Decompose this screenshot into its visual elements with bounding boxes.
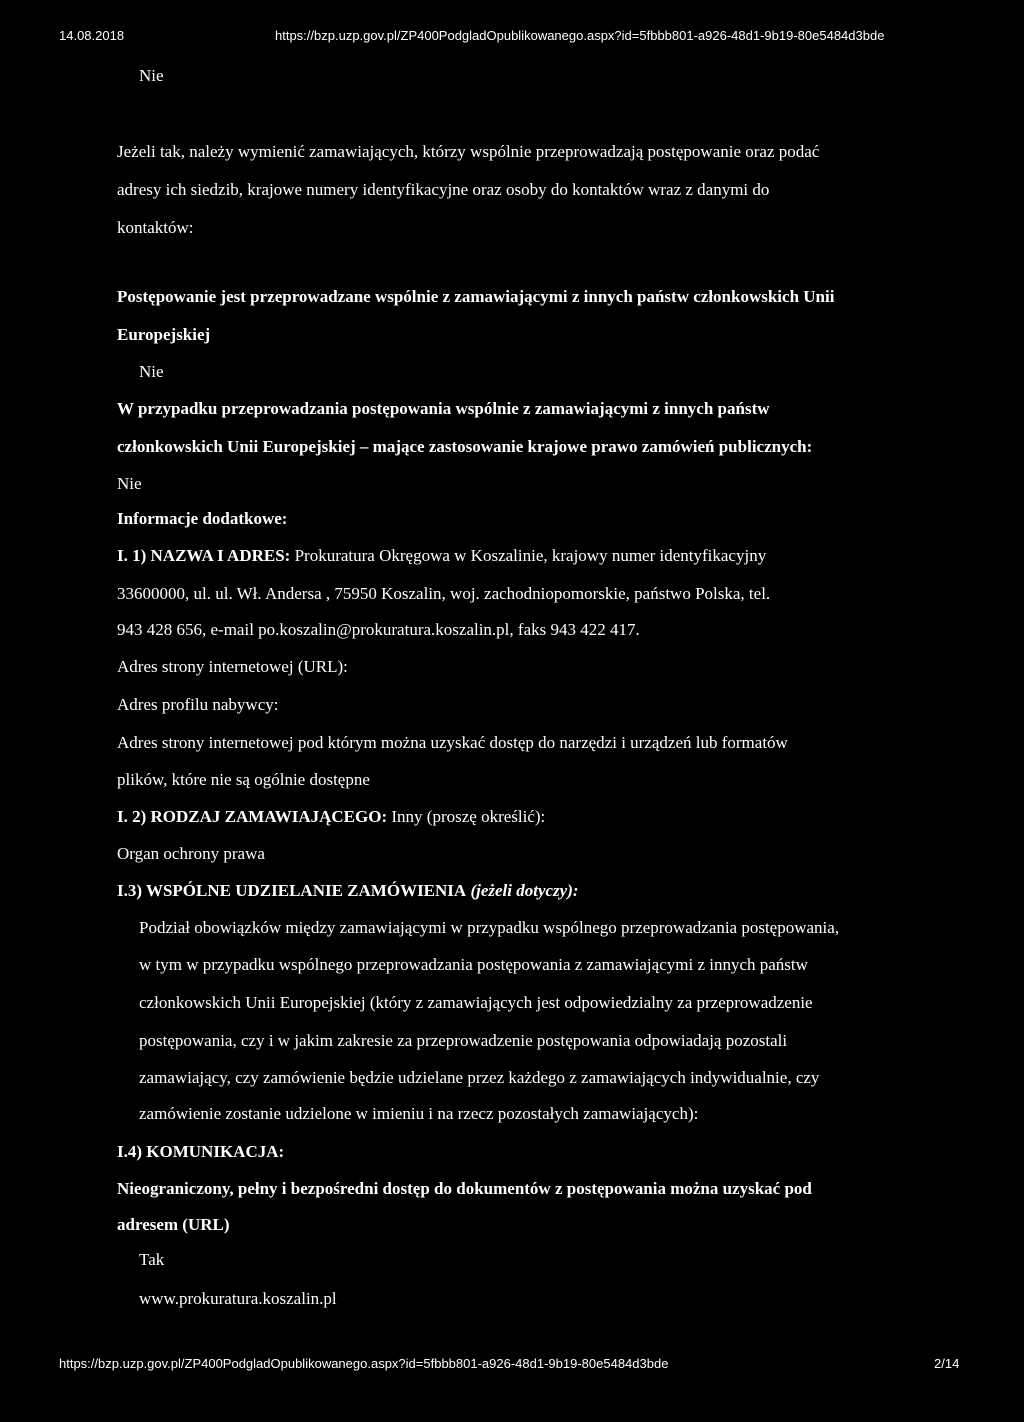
section-3-para4: postępowania, czy i w jakim zakresie za przeprowadzenie postępowania odpowiadają pozostali xyxy=(139,1031,788,1050)
tools-line2: plików, które nie są ogólnie dostępne xyxy=(117,770,370,789)
website-link[interactable]: www.prokuratura.koszalin.pl xyxy=(139,1289,337,1308)
section-3-para3: członkowskich Unii Europejskiej (który z zamawiających jest odpowiedzialny za przeprowadzenie xyxy=(139,993,813,1012)
answer-law: Nie xyxy=(117,474,142,493)
info-heading: Informacje dodatkowe: xyxy=(117,509,288,528)
answer-access: Tak xyxy=(139,1250,165,1269)
law-heading-line2: członkowskich Unii Europejskiej – mające zastosowanie krajowe prawo zamówień publicznych: xyxy=(117,437,813,456)
section-2-text: Inny (proszę określić): xyxy=(391,807,546,826)
section-3-para6: zamówienie zostanie udzielone w imieniu i na rzecz pozostałych zamawiających): xyxy=(139,1104,699,1123)
joint-question-line2: adresy ich siedzib, krajowe numery identyfikacyjne oraz osoby do kontaktów wraz z danymi do xyxy=(117,180,770,199)
section-2-value: Organ ochrony prawa xyxy=(117,844,265,863)
answer-joint: Nie xyxy=(139,66,164,85)
joint-question-line3: kontaktów: xyxy=(117,218,194,237)
page-number: 2/14 xyxy=(934,1356,960,1371)
section-3-para1: Podział obowiązków między zamawiającymi w przypadku wspólnego przeprowadzania postępowania, xyxy=(139,918,840,937)
tools-line1: Adres strony internetowej pod którym można uzyskać dostęp do narzędzi i urządzeń lub formatów xyxy=(117,733,788,752)
section-1-text: Prokuratura Okręgowa w Koszalinie, krajowy numer identyfikacyjny xyxy=(294,546,767,565)
buyer-profile-label: Adres profilu nabywcy: xyxy=(117,695,279,714)
answer-eu: Nie xyxy=(139,362,164,381)
joint-question-line1: Jeżeli tak, należy wymienić zamawiających, którzy wspólnie przeprowadzają postępowanie oraz podać xyxy=(117,142,820,161)
header-date: 14.08.2018 xyxy=(59,28,125,43)
section-3-italic: (jeżeli dotyczy): xyxy=(470,881,579,900)
section-1-label: I. 1) NAZWA I ADRES: xyxy=(117,546,291,565)
footer-url: https://bzp.uzp.gov.pl/ZP400PodgladOpublikowanego.aspx?id=5fbbb801-a926-48d1-9b19-80e5484d3bde xyxy=(59,1356,669,1371)
access-line2: adresem (URL) xyxy=(117,1215,230,1234)
access-line1: Nieograniczony, pełny i bezpośredni dostęp do dokumentów z postępowania można uzyskać pod xyxy=(117,1179,812,1198)
section-1-line2: 33600000, ul. ul. Wł. Andersa , 75950 Koszalin, woj. zachodniopomorskie, państwo Polska, tel. xyxy=(117,584,771,603)
section-3-para2: w tym w przypadku wspólnego przeprowadzania postępowania z zamawiającymi z innych państw xyxy=(139,955,808,974)
eu-heading-line2: Europejskiej xyxy=(117,325,211,344)
section-2-label: I. 2) RODZAJ ZAMAWIAJĄCEGO: xyxy=(117,807,388,826)
header-url: https://bzp.uzp.gov.pl/ZP400PodgladOpublikowanego.aspx?id=5fbbb801-a926-48d1-9b19-80e5484d3bde xyxy=(275,28,885,43)
section-2-line xyxy=(117,807,545,827)
section-1-line1 xyxy=(117,546,766,566)
law-heading-line1: W przypadku przeprowadzania postępowania wspólnie z zamawiającymi z innych państw xyxy=(117,399,770,418)
url-label: Adres strony internetowej (URL): xyxy=(117,657,348,676)
section-4-label: I.4) KOMUNIKACJA: xyxy=(117,1142,285,1161)
eu-heading-line1: Postępowanie jest przeprowadzane wspólnie z zamawiającymi z innych państw członkowskich Unii xyxy=(117,287,835,306)
section-1-line3: 943 428 656, e-mail po.koszalin@prokuratura.koszalin.pl, faks 943 422 417. xyxy=(117,620,640,639)
section-3-para5: zamawiający, czy zamówienie będzie udzielane przez każdego z zamawiających indywidualnie, czy xyxy=(139,1068,820,1087)
section-3-line xyxy=(117,881,579,901)
section-3-label: I.3) WSPÓLNE UDZIELANIE ZAMÓWIENIA xyxy=(117,881,467,900)
